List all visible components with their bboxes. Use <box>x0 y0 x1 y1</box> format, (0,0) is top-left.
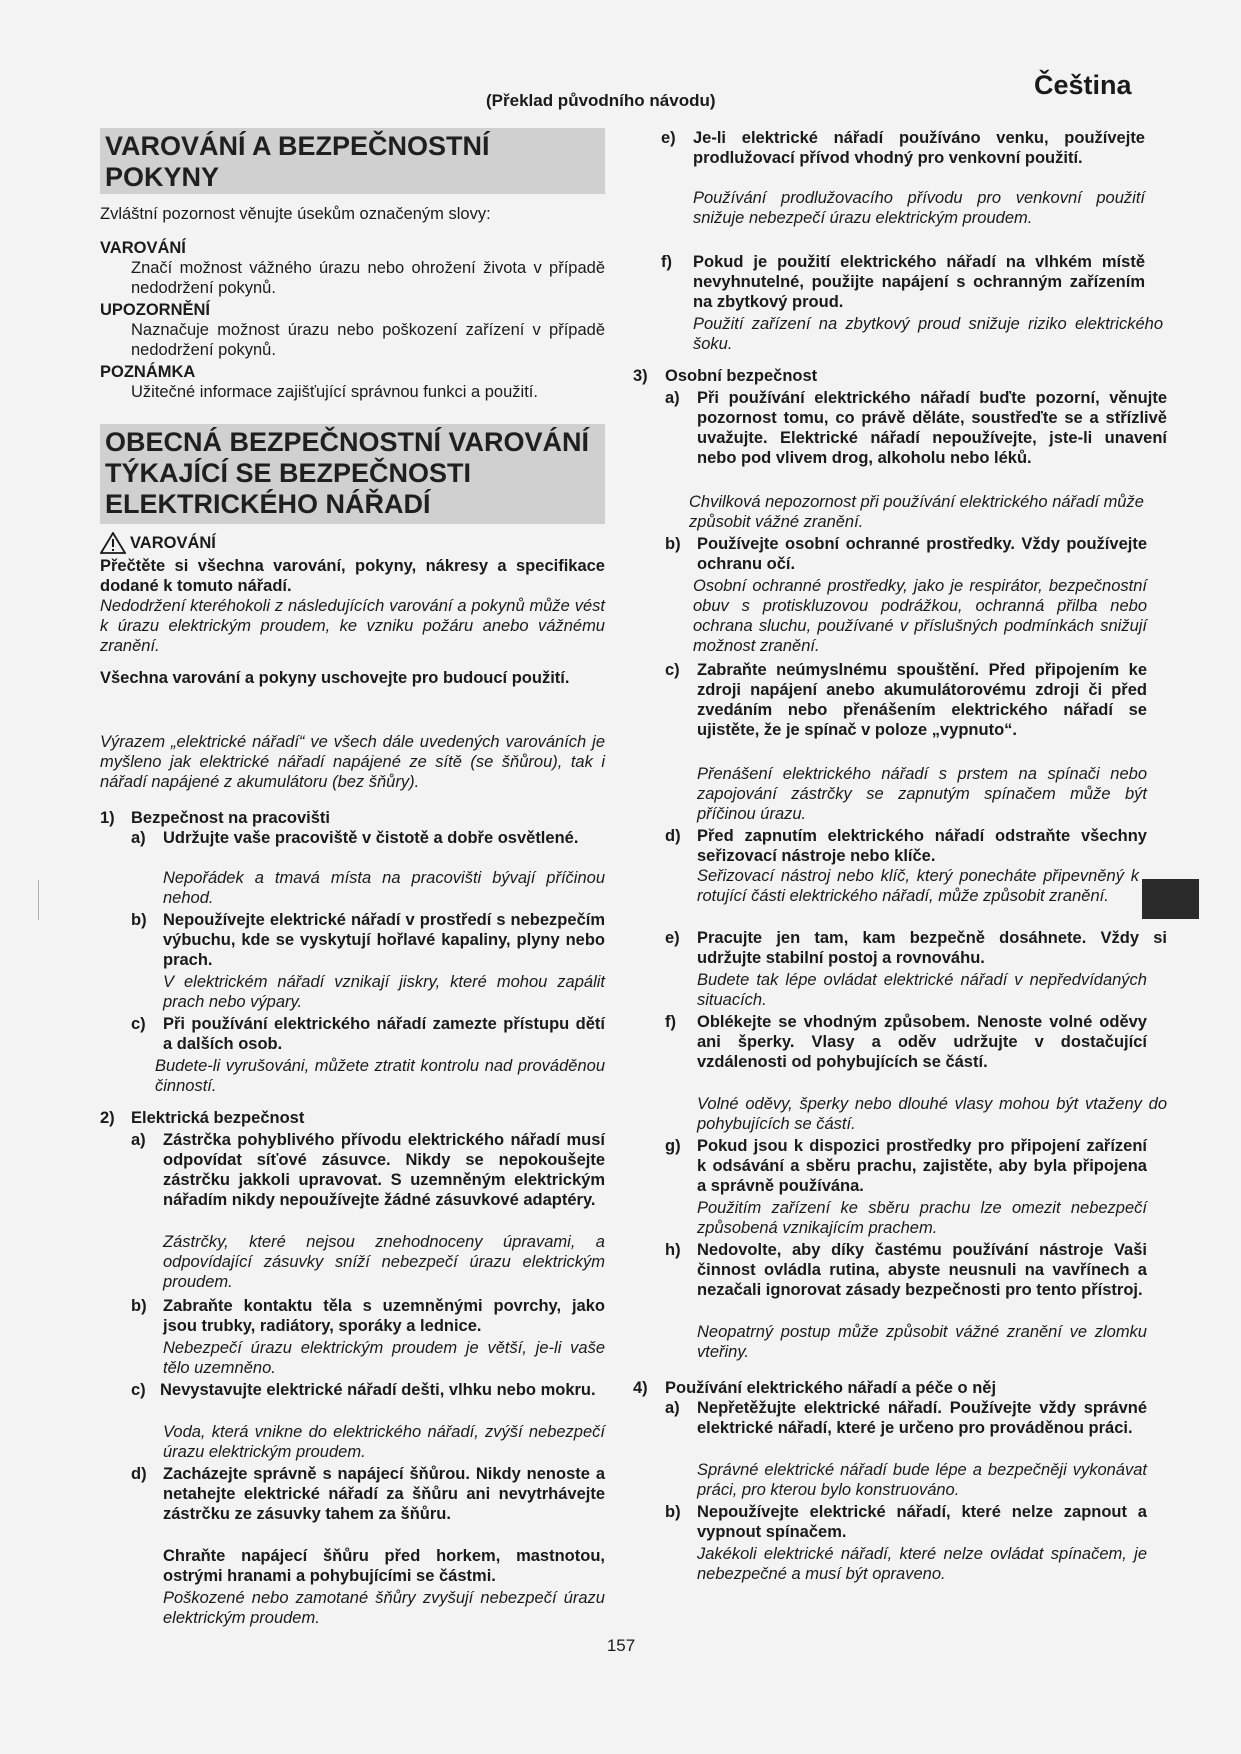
s2-b-letter: b) <box>131 1297 147 1315</box>
warning-triangle-icon <box>100 532 126 554</box>
term-caution: UPOZORNĚNÍ <box>100 301 211 319</box>
s2-e-letter: e) <box>661 129 676 147</box>
s2-a-italic: Zástrčky, které nejsou znehodnoceny úpravami, a odpovídající zásuvky sníží nebezpečí úrazu elektrickým proudem. <box>163 1233 605 1291</box>
page-number: 157 <box>606 1636 636 1655</box>
heading-safety-instructions: VAROVÁNÍ A BEZPEČNOSTNÍ POKYNY <box>100 128 605 194</box>
warning-row <box>100 532 216 554</box>
s3-f-italic: Volné oděvy, šperky nebo dlouhé vlasy mohou být vtaženy do pohybujících se částí. <box>697 1095 1167 1133</box>
s3-a-bold: Při používání elektrického nářadí buďte pozorní, věnujte pozornost tomu, co právě děláte, soustřeďte se a střízlivě uvažujte. Elektrické nářadí nepoužívejte, jste-li unavení nebo pod vlivem drog, alkoholu nebo léků. <box>697 389 1167 467</box>
s1-a-bold: Udržujte vaše pracoviště v čistotě a dobře osvětlené. <box>163 829 579 847</box>
s4-a-letter: a) <box>665 1399 680 1417</box>
s4-b-italic: Jakékoli elektrické nářadí, které nelze ovládat spínačem, je nebezpečné a musí být opraveno. <box>697 1545 1147 1583</box>
s1-c-italic: Budete-li vyrušováni, můžete ztratit kontrolu nad prováděnou činností. <box>155 1057 605 1095</box>
power-tool-term: Výrazem „elektrické nářadí“ ve všech dále uvedených varováních je myšleno jak elektrické nářadí napájené ze sítě (se šňůrou), tak i nářadí napájené z akumulátoru (bez šňůry). <box>100 733 605 791</box>
section-4-num: 4) <box>633 1379 648 1397</box>
s2-b-italic: Nebezpečí úrazu elektrickým proudem je větší, je-li vaše tělo uzemněno. <box>163 1339 605 1377</box>
section-1-title: Bezpečnost na pracovišti <box>131 809 330 827</box>
term-warning: VAROVÁNÍ <box>100 239 186 257</box>
s2-e-bold: Je-li elektrické nářadí používáno venku, používejte prodlužovací přívod vhodný pro venkovní použití. <box>693 129 1145 167</box>
keep-instructions: Všechna varování a pokyny uschovejte pro budoucí použití. <box>100 669 570 687</box>
s3-g-letter: g) <box>665 1137 681 1155</box>
s2-b-bold: Zabraňte kontaktu těla s uzemněnými povrchy, jako jsou trubky, radiátory, sporáky a lednice. <box>163 1297 605 1335</box>
s3-h-italic: Neopatrný postup může způsobit vážné zranění ve zlomku vteřiny. <box>697 1323 1147 1361</box>
s1-c-bold: Při používání elektrického nářadí zamezte přístupu dětí a dalších osob. <box>163 1015 605 1053</box>
s3-a-letter: a) <box>665 389 680 407</box>
language-title: Čeština <box>1034 70 1132 100</box>
section-4-title: Používání elektrického nářadí a péče o něj <box>665 1379 997 1397</box>
s2-f-letter: f) <box>661 253 672 271</box>
section-3-title: Osobní bezpečnost <box>665 367 818 385</box>
s2-d-bold-2: Chraňte napájecí šňůru před horkem, mastnotou, ostrými hranami a pohybujícími se částmi. <box>163 1547 605 1585</box>
s2-a-letter: a) <box>131 1131 146 1149</box>
s3-h-letter: h) <box>665 1241 681 1259</box>
s3-c-bold: Zabraňte neúmyslnému spouštění. Před připojením ke zdroji napájení anebo akumulátorovému zdroji či před zvedáním nebo přenášením elektrického nářadí se ujistěte, že je spínač v poloze „vypnuto“. <box>697 661 1147 739</box>
section-2-title: Elektrická bezpečnost <box>131 1109 305 1127</box>
s3-f-bold: Oblékejte se vhodným způsobem. Nenoste volné oděvy ani šperky. Vlasy a oděv udržujte v dostačující vzdálenosti od pohybujících se částí. <box>697 1013 1147 1071</box>
s1-a-letter: a) <box>131 829 146 847</box>
section-tab-marker <box>1142 879 1199 919</box>
s3-c-italic: Přenášení elektrického nářadí s prstem na spínači nebo zapojování zástrčky se zapnutým spínačem může být příčinou úrazu. <box>697 765 1147 823</box>
s2-d-letter: d) <box>131 1465 147 1483</box>
section-3-num: 3) <box>633 367 648 385</box>
s1-b-bold: Nepoužívejte elektrické nářadí v prostředí s nebezpečím výbuchu, kde se vyskytují hořlavé kapaliny, plyny nebo prach. <box>163 911 605 969</box>
warning-consequences: Nedodržení kteréhokoli z následujících varování a pokynů může vést k úrazu elektrickým proudem, ke vzniku požáru anebo vážnému zranění. <box>100 597 605 655</box>
s1-a-italic: Nepořádek a tmavá místa na pracovišti bývají příčinou nehod. <box>163 869 605 907</box>
s4-b-letter: b) <box>665 1503 681 1521</box>
s3-c-letter: c) <box>665 661 680 679</box>
s3-e-italic: Budete tak lépe ovládat elektrické nářadí v nepředvídaných situacích. <box>697 971 1147 1009</box>
s3-e-letter: e) <box>665 929 680 947</box>
margin-line <box>38 880 39 920</box>
s3-d-italic: Seřizovací nástroj nebo klíč, který ponecháte připevněný k rotující části elektrického nářadí, může způsobit zranění. <box>697 867 1139 905</box>
s2-a-bold: Zástrčka pohyblivého přívodu elektrického nářadí musí odpovídat síťové zásuvce. Nikdy se nepokoušejte zástrčku jakkoli upravovat. S uzemněným elektrickým nářadím nikdy nepoužívejte žádné zásuvkové adaptéry. <box>163 1131 605 1209</box>
s2-c-letter: c) <box>131 1381 146 1399</box>
s4-a-italic: Správné elektrické nářadí bude lépe a bezpečněji vykonávat práci, pro kterou bylo konstruováno. <box>697 1461 1147 1499</box>
translation-note: (Překlad původního návodu) <box>486 91 716 110</box>
s3-b-italic: Osobní ochranné prostředky, jako je respirátor, bezpečnostní obuv s protiskluzovou podrážkou, ochranná přilba nebo ochrana sluchu, používané v příslušných podmínkách snižují možnost zranění. <box>693 577 1147 655</box>
warning-read-all: Přečtěte si všechna varování, pokyny, nákresy a specifikace dodané k tomuto nářadí. <box>100 557 605 595</box>
s3-d-bold: Před zapnutím elektrického nářadí odstraňte všechny seřizovací nástroje nebo klíče. <box>697 827 1147 865</box>
s1-c-letter: c) <box>131 1015 146 1033</box>
s4-a-bold: Nepřetěžujte elektrické nářadí. Používejte vždy správné elektrické nářadí, které je určeno pro prováděnou práci. <box>697 1399 1147 1437</box>
s3-h-bold: Nedovolte, aby díky častému používání nástroje Vaši činnost ovládla rutina, abyste neusnuli na vavřínech a nezačali ignorovat zásady bezpečnosti pro tento přístroj. <box>697 1241 1147 1299</box>
s1-b-italic: V elektrickém nářadí vznikají jiskry, které mohou zapálit prach nebo výpary. <box>163 973 605 1011</box>
s3-f-letter: f) <box>665 1013 676 1031</box>
section-2-num: 2) <box>100 1109 115 1127</box>
heading-general-warnings: OBECNÁ BEZPEČNOSTNÍ VAROVÁNÍ TÝKAJÍCÍ SE BEZPEČNOSTI ELEKTRICKÉHO NÁŘADÍ <box>100 424 605 524</box>
s3-b-letter: b) <box>665 535 681 553</box>
s2-f-italic: Použití zařízení na zbytkový proud snižuje riziko elektrického šoku. <box>693 315 1163 353</box>
s3-g-italic: Použitím zařízení ke sběru prachu lze omezit nebezpečí způsobená vznikajícím prachem. <box>697 1199 1147 1237</box>
intro-text: Zvláštní pozornost věnujte úsekům označeným slovy: <box>100 205 491 223</box>
term-note: POZNÁMKA <box>100 363 196 381</box>
s3-g-bold: Pokud jsou k dispozici prostředky pro připojení zařízení k odsávání a sběru prachu, zajistěte, aby byla připojena a správně používána. <box>697 1137 1147 1195</box>
s3-d-letter: d) <box>665 827 681 845</box>
s1-b-letter: b) <box>131 911 147 929</box>
term-note-desc: Užitečné informace zajišťující správnou funkci a použití. <box>131 383 538 401</box>
s2-d-bold: Zacházejte správně s napájecí šňůrou. Nikdy nenoste a netahejte elektrické nářadí za šňůru ani nevytrhávejte zástrčku ze zásuvky tahem za šňůru. <box>163 1465 605 1523</box>
term-warning-desc: Značí možnost vážného úrazu nebo ohrožení života v případě nedodržení pokynů. <box>131 259 605 297</box>
s2-e-italic: Používání prodlužovacího přívodu pro venkovní použití snižuje nebezpečí úrazu elektrickým proudem. <box>693 189 1145 227</box>
s2-c-italic: Voda, která vnikne do elektrického nářadí, zvýší nebezpečí úrazu elektrickým proudem. <box>163 1423 605 1461</box>
s3-a-italic: Chvilková nepozornost při používání elektrického nářadí může způsobit vážné zranění. <box>689 493 1144 531</box>
term-caution-desc: Naznačuje možnost úrazu nebo poškození zařízení v případě nedodržení pokynů. <box>131 321 605 359</box>
section-1-num: 1) <box>100 809 115 827</box>
s3-b-bold: Používejte osobní ochranné prostředky. Vždy používejte ochranu očí. <box>697 535 1147 573</box>
s2-d-italic: Poškozené nebo zamotané šňůry zvyšují nebezpečí úrazu elektrickým proudem. <box>163 1589 605 1627</box>
s4-b-bold: Nepoužívejte elektrické nářadí, které nelze zapnout a vypnout spínačem. <box>697 1503 1147 1541</box>
s2-c-bold: Nevystavujte elektrické nářadí dešti, vlhku nebo mokru. <box>160 1381 596 1399</box>
s2-f-bold: Pokud je použití elektrického nářadí na vlhkém místě nevyhnutelné, použijte napájení s ochranným zařízením na zbytkový proud. <box>693 253 1145 311</box>
s3-e-bold: Pracujte jen tam, kam bezpečně dosáhnete. Vždy si udržujte stabilní postoj a rovnováhu. <box>697 929 1167 967</box>
warning-label: VAROVÁNÍ <box>130 533 216 552</box>
